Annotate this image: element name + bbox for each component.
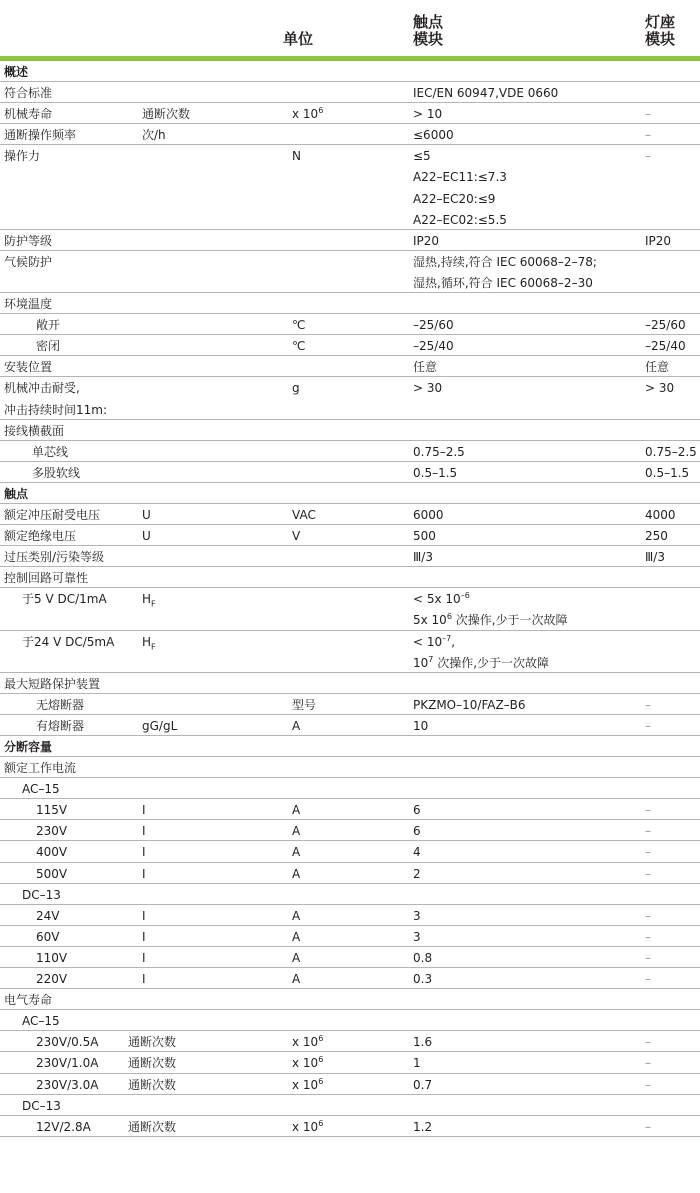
contact-module-value: 1.6	[413, 1035, 433, 1050]
param-unit: x $10^6$	[292, 1076, 324, 1092]
contact-module-value: < 5x $10^{-6}$	[413, 591, 470, 607]
table-row	[0, 673, 700, 694]
param-symbol: 通断次数	[128, 1077, 177, 1092]
lamp-module-value: –	[645, 929, 651, 944]
contact-module-value: –25/60	[413, 318, 454, 333]
table-row	[0, 145, 700, 229]
param-symbol: I	[142, 929, 146, 944]
param-name: 操作力	[4, 149, 41, 164]
param-name: 密闭	[36, 339, 61, 354]
param-symbol: gG/gL	[142, 718, 178, 733]
param-name: 110V	[36, 950, 68, 965]
param-unit: A	[292, 824, 301, 839]
contact-module-value: 任意	[413, 360, 438, 375]
contact-module-value: ≤6000	[413, 128, 454, 143]
table-row	[0, 1095, 700, 1116]
param-name: 敞开	[36, 318, 61, 333]
unit-header: 单位	[283, 30, 314, 48]
contact-module-value: PKZMO–10/FAZ–B6	[413, 697, 526, 712]
contact-module-value: A22–EC20:≤9	[413, 191, 496, 206]
lamp-module-value: –	[645, 697, 651, 712]
section-header-row	[0, 483, 700, 504]
table-row	[0, 1074, 700, 1095]
param-unit: x $10^6$	[292, 106, 324, 122]
param-unit: A	[292, 718, 301, 733]
table-row	[0, 293, 700, 314]
lamp-module-value: –	[645, 1119, 651, 1134]
param-unit: x $10^6$	[292, 1055, 324, 1071]
param-name: 230V/1.0A	[36, 1056, 99, 1071]
contact-module-value: > 30	[413, 381, 443, 396]
lamp-module-value: –	[645, 149, 651, 164]
spec-table	[0, 61, 700, 1137]
table-row	[0, 525, 700, 546]
param-name: 400V	[36, 845, 68, 860]
table-row	[0, 778, 700, 799]
lamp-module-value: –	[645, 1035, 651, 1050]
param-name: 环境温度	[4, 297, 53, 312]
table-row	[0, 820, 700, 841]
param-unit: A	[292, 803, 301, 818]
param-symbol: I	[142, 866, 146, 881]
contact-module-value: 湿热,循环,符合 IEC 60068–2–30	[413, 275, 593, 290]
param-unit: x $10^6$	[292, 1034, 324, 1050]
param-unit: A	[292, 929, 301, 944]
param-name: 接线横截面	[4, 423, 65, 438]
contact-module-value: A22–EC11:≤7.3	[413, 170, 507, 185]
param-symbol: U	[142, 529, 151, 544]
param-name: 过压类别/污染等级	[4, 550, 105, 565]
param-name: 电气寿命	[4, 993, 53, 1008]
table-row	[0, 1031, 700, 1052]
contact-module-header-line1: 触点	[413, 13, 444, 31]
table-row	[0, 124, 700, 145]
contact-module-value: Ⅲ/3	[413, 550, 433, 565]
contact-module-value: 3	[413, 929, 421, 944]
contact-module-value: A22–EC02:≤5.5	[413, 212, 507, 227]
section-header-row	[0, 61, 700, 82]
contact-module-value: 2	[413, 866, 421, 881]
table-row	[0, 694, 700, 715]
param-name: DC–13	[22, 1098, 61, 1113]
param-name: 无熔断器	[36, 697, 85, 712]
param-symbol: I	[142, 950, 146, 965]
lamp-module-value: Ⅲ/3	[645, 550, 665, 565]
contact-module-value: 6000	[413, 507, 444, 522]
param-unit: A	[292, 950, 301, 965]
param-symbol: 次/h	[142, 128, 166, 143]
contact-module-value: 0.75–2.5	[413, 444, 465, 459]
table-row	[0, 441, 700, 462]
param-name: 额定冲压耐受电压	[4, 507, 101, 522]
param-name: 115V	[36, 803, 68, 818]
table-row	[0, 103, 700, 124]
contact-module-value: 1.2	[413, 1119, 433, 1134]
contact-module-value: 湿热,持续,符合 IEC 60068–2–78;	[413, 254, 597, 269]
param-name: 230V/3.0A	[36, 1077, 99, 1092]
contact-module-value: ≤5	[413, 149, 431, 164]
table-row	[0, 420, 700, 441]
table-row	[0, 504, 700, 525]
lamp-module-value: –25/60	[645, 318, 686, 333]
param-name: 于24 V DC/5mA	[22, 634, 115, 649]
param-symbol: I	[142, 908, 146, 923]
param-symbol: I	[142, 845, 146, 860]
table-row	[0, 230, 700, 251]
lamp-module-value: –	[645, 845, 651, 860]
param-symbol: $H_F$	[142, 634, 156, 651]
table-row	[0, 841, 700, 862]
param-name: 机械寿命	[4, 107, 53, 122]
param-symbol: 通断次数	[128, 1035, 177, 1050]
param-name: 60V	[36, 929, 60, 944]
contact-module-value: 4	[413, 845, 421, 860]
lamp-module-value: –	[645, 803, 651, 818]
param-symbol: 通断次数	[142, 107, 191, 122]
param-symbol: I	[142, 803, 146, 818]
param-name: 控制回路可靠性	[4, 571, 89, 586]
table-row	[0, 356, 700, 377]
param-name: 12V/2.8A	[36, 1119, 91, 1134]
lamp-module-value: –	[645, 950, 651, 965]
contact-module-value: 0.8	[413, 950, 433, 965]
contact-module-value: 6	[413, 803, 421, 818]
table-row	[0, 884, 700, 905]
contact-module-value: 0.7	[413, 1077, 433, 1092]
param-symbol: I	[142, 972, 146, 987]
param-unit: ℃	[292, 339, 306, 354]
table-row	[0, 799, 700, 820]
table-row	[0, 462, 700, 483]
section-title: 触点	[4, 486, 29, 501]
contact-module-value: IP20	[413, 233, 440, 248]
section-title: 分断容量	[4, 740, 53, 755]
param-name: 有熔断器	[36, 718, 85, 733]
param-name: 符合标准	[4, 86, 53, 101]
param-name: 最大短路保护装置	[4, 676, 101, 691]
contact-module-value: –25/40	[413, 339, 454, 354]
param-unit: A	[292, 845, 301, 860]
contact-module-value: 500	[413, 529, 436, 544]
table-row	[0, 588, 700, 630]
table-row	[0, 863, 700, 884]
param-symbol: 通断次数	[128, 1056, 177, 1071]
lamp-module-value: IP20	[645, 233, 672, 248]
param-name: 额定工作电流	[4, 761, 77, 776]
table-row	[0, 82, 700, 103]
section-title: 概述	[4, 65, 29, 79]
table-row	[0, 567, 700, 588]
lamp-module-value: 4000	[645, 507, 676, 522]
param-name: 220V	[36, 972, 68, 987]
param-unit: A	[292, 866, 301, 881]
param-unit: N	[292, 149, 301, 164]
lamp-module-value: 250	[645, 529, 668, 544]
param-name: 气候防护	[4, 254, 53, 269]
param-unit: x $10^6$	[292, 1118, 324, 1134]
section-header-row	[0, 736, 700, 757]
param-unit: A	[292, 972, 301, 987]
param-unit: g	[292, 381, 300, 396]
param-name: DC–13	[22, 887, 61, 902]
table-row	[0, 631, 700, 673]
lamp-module-value: –	[645, 1056, 651, 1071]
table-row	[0, 251, 700, 293]
contact-module-value: 5x $10^6$ 次操作,少于一次故障	[413, 612, 568, 628]
param-name: 230V/0.5A	[36, 1035, 99, 1050]
table-row	[0, 989, 700, 1010]
lamp-module-value: –	[645, 824, 651, 839]
contact-module-header-line2: 模块	[413, 30, 444, 48]
table-row	[0, 546, 700, 567]
param-name: 机械冲击耐受,	[4, 381, 80, 396]
param-symbol: 通断次数	[128, 1119, 177, 1134]
param-name: 多股软线	[32, 465, 81, 480]
table-row	[0, 968, 700, 989]
param-unit: 型号	[292, 697, 317, 712]
param-name: 单芯线	[32, 444, 69, 459]
lamp-module-value: –	[645, 908, 651, 923]
table-row	[0, 905, 700, 926]
contact-module-value: 10	[413, 718, 429, 733]
lamp-module-value: 0.5–1.5	[645, 465, 690, 480]
contact-module-value: > 10	[413, 107, 443, 122]
lamp-module-value: –	[645, 107, 651, 122]
table-row	[0, 715, 700, 736]
param-name: AC–15	[22, 1014, 60, 1029]
contact-module-value: IEC/EN 60947,VDE 0660	[413, 86, 559, 101]
lamp-module-value: –	[645, 972, 651, 987]
table-row	[0, 1010, 700, 1031]
param-name: 额定绝缘电压	[4, 529, 77, 544]
table-row	[0, 1116, 700, 1137]
param-name: 通断操作频率	[4, 128, 77, 143]
contact-module-value: 6	[413, 824, 421, 839]
param-name: 于5 V DC/1mA	[22, 592, 107, 607]
param-name: 防护等级	[4, 233, 53, 248]
contact-module-value: < $10^{-7}$,	[413, 633, 456, 649]
param-name: 24V	[36, 908, 60, 923]
lamp-module-value: 0.75–2.5	[645, 444, 697, 459]
table-row	[0, 377, 700, 419]
param-name: 安装位置	[4, 360, 53, 375]
param-name: 500V	[36, 866, 68, 881]
param-symbol: I	[142, 824, 146, 839]
contact-module-value: 0.5–1.5	[413, 465, 458, 480]
table-row	[0, 947, 700, 968]
lamp-module-header-line2: 模块	[645, 30, 676, 48]
lamp-module-header-line1: 灯座	[645, 13, 676, 31]
table-row	[0, 1052, 700, 1073]
lamp-module-value: –	[645, 1077, 651, 1092]
table-row	[0, 335, 700, 356]
contact-module-value: $10^7$ 次操作,少于一次故障	[413, 654, 550, 670]
contact-module-value: 0.3	[413, 972, 433, 987]
param-symbol: $H_F$	[142, 592, 156, 609]
param-name: 冲击持续时间11m:	[4, 402, 108, 417]
param-unit: VAC	[292, 507, 316, 522]
contact-module-value: 1	[413, 1056, 421, 1071]
param-unit: A	[292, 908, 301, 923]
param-unit: V	[292, 529, 301, 544]
param-name: 230V	[36, 824, 68, 839]
contact-module-value: 3	[413, 908, 421, 923]
table-row	[0, 926, 700, 947]
param-symbol: U	[142, 507, 151, 522]
lamp-module-value: –	[645, 128, 651, 143]
table-row	[0, 757, 700, 778]
lamp-module-value: 任意	[645, 360, 670, 375]
lamp-module-value: –25/40	[645, 339, 686, 354]
lamp-module-value: > 30	[645, 381, 675, 396]
lamp-module-value: –	[645, 718, 651, 733]
lamp-module-value: –	[645, 866, 651, 881]
param-unit: ℃	[292, 318, 306, 333]
param-name: AC–15	[22, 782, 60, 797]
table-row	[0, 314, 700, 335]
